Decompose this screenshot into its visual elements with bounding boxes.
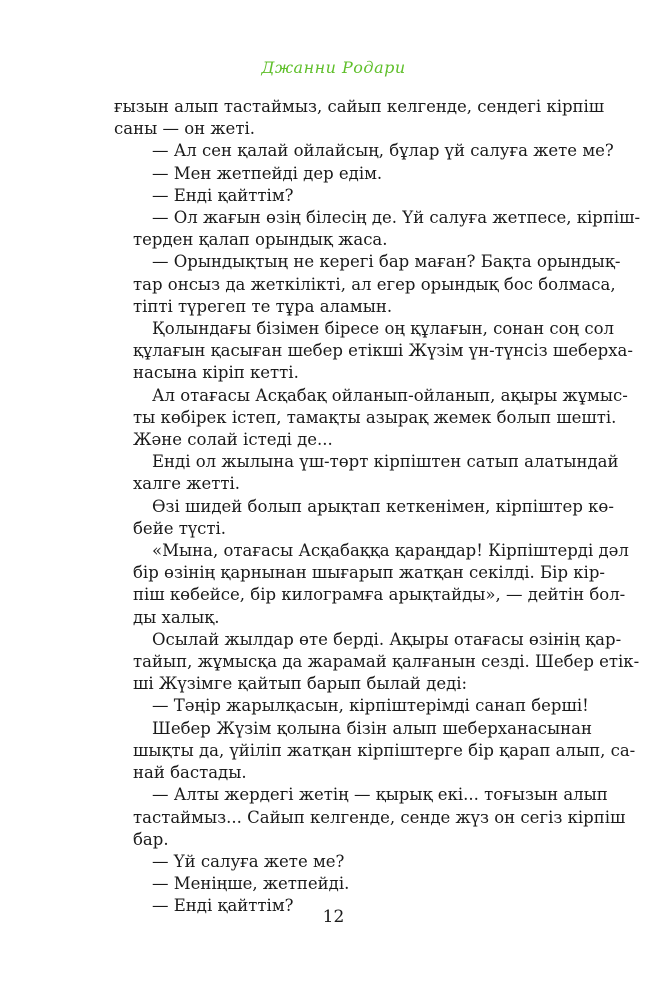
text-line: — Енді қайттім? — [152, 185, 294, 205]
body-text — [114, 96, 641, 918]
text-line: — Ол жағын өзің білесің де. Үй салуға жетпесе, кірпіш- — [152, 208, 641, 228]
text-line: Қолындағы бізімен біресе оң құлағын, сонан соң сол — [152, 319, 614, 339]
paragraph — [114, 496, 614, 540]
text-line: — Тәңір жарылқасын, кірпіштерімді санап берші! — [152, 696, 589, 716]
text-line: Енді ол жылына үш-төрт кірпіштен сатып алатындай — [152, 452, 619, 472]
text-line: най бастады. — [133, 763, 247, 783]
text-line: Өзі шидей болып арықтап кеткенімен, кірпіштер кө- — [152, 496, 614, 516]
paragraph — [114, 540, 629, 629]
text-line: саны — он жеті. — [114, 119, 255, 139]
paragraph — [114, 96, 605, 140]
paragraph — [114, 318, 633, 385]
paragraph — [114, 695, 592, 717]
text-line: насына кіріп кетті. — [133, 363, 299, 383]
running-head-title: Джанни Родари — [261, 58, 406, 77]
text-line: Және солай істеді де... — [133, 430, 333, 450]
text-line: терден қалап орындық жаса. — [133, 230, 388, 250]
text-line: — Алты жердегі жетің — қырық екі... тоғызын алып — [152, 785, 608, 805]
page-number: 12 — [322, 907, 345, 927]
text-line: ғызын алып тастаймыз, сайып келгенде, сендегі кірпіш — [114, 97, 605, 116]
text-line: бейе түсті. — [133, 518, 227, 538]
text-line: — Меніңше, жетпейді. — [152, 874, 350, 894]
text-line: ды халық. — [133, 607, 220, 627]
paragraph — [114, 163, 592, 185]
text-line: құлағын қасыған шебер етікші Жүзім үн-түнсіз шеберха- — [133, 341, 633, 361]
paragraph — [114, 873, 592, 895]
text-line: піш көбейсе, бір килограмға арықтайды», — дейтін бол- — [133, 585, 626, 605]
text-line: бар. — [133, 829, 169, 849]
paragraph — [114, 185, 592, 207]
paragraph — [114, 385, 628, 452]
text-line: шықты да, үйіліп жатқан кірпіштерге бір қарап алып, са- — [133, 740, 636, 760]
text-line: Шебер Жүзім қолына бізін алып шеберханасынан — [152, 718, 592, 738]
paragraph — [114, 629, 640, 696]
text-line: бір өзінің қарнынан шығарып жатқан секілді. Бір кір- — [133, 563, 605, 583]
text-line: — Ал сен қалай ойлайсың, бұлар үй салуға жете ме? — [152, 141, 614, 161]
paragraph — [114, 784, 626, 851]
text-line: — Орындықтың не керегі бар маған? Бақта орындық- — [152, 252, 621, 272]
paragraph — [114, 140, 614, 162]
paragraph — [114, 851, 592, 873]
text-line: ші Жүзімге қайтып барып былай деді: — [133, 674, 468, 694]
text-line: тайып, жұмысқа да жарамай қалғанын сезді. Шебер етік- — [133, 652, 640, 672]
text-line: «Мына, отағасы Асқабаққа қараңдар! Кірпіштерді дәл — [152, 541, 629, 561]
paragraph — [114, 718, 636, 785]
text-line: тар онсыз да жеткілікті, ал егер орындық бос болмаса, — [133, 274, 616, 294]
text-line: Осылай жылдар өте берді. Ақыры отағасы өзінің қар- — [152, 629, 622, 649]
text-line: ты көбірек істеп, тамақты азырақ жемек болып шешті. — [133, 407, 617, 427]
text-line: халге жетті. — [133, 474, 241, 494]
text-line: — Енді қайттім? — [152, 896, 294, 916]
text-line: тіпті түрегеп те тұра аламын. — [133, 296, 393, 316]
text-line: — Үй салуға жете ме? — [152, 851, 345, 871]
paragraph — [114, 451, 619, 495]
text-line: тастаймыз... Сайып келгенде, сенде жүз он сегіз кірпіш — [133, 807, 626, 827]
text-line: Ал отағасы Асқабақ ойланып-ойланып, ақыры жұмыс- — [152, 385, 628, 405]
paragraph — [114, 251, 621, 318]
text-line: — Мен жетпейді дер едім. — [152, 163, 383, 183]
paragraph — [114, 207, 641, 251]
